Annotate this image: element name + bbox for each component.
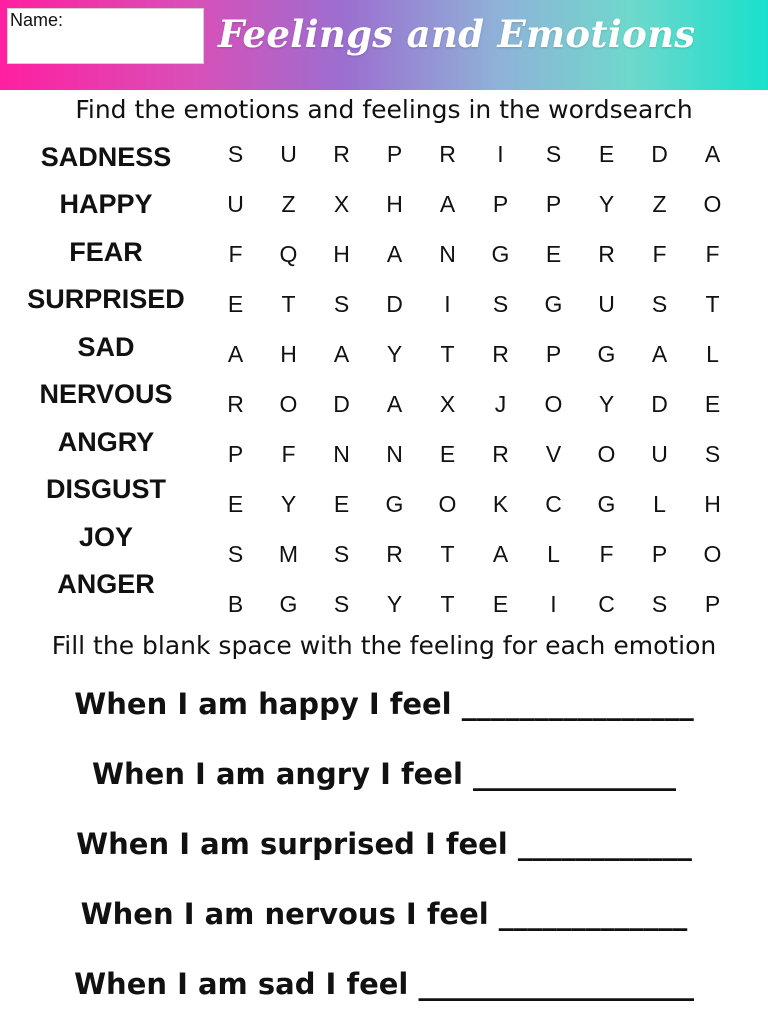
word-list-item: JOY <box>78 522 134 552</box>
grid-letter[interactable]: L <box>547 541 560 567</box>
grid-letter[interactable]: A <box>333 341 350 367</box>
grid-letter[interactable]: S <box>545 141 562 167</box>
grid-letter[interactable]: T <box>281 291 296 317</box>
grid-letter[interactable]: O <box>597 441 616 467</box>
grid-letter[interactable]: U <box>651 441 668 467</box>
grid-letter[interactable]: D <box>651 141 668 167</box>
grid-letter[interactable]: R <box>492 341 509 367</box>
grid-letter[interactable]: X <box>439 391 456 417</box>
grid-letter[interactable]: P <box>227 441 244 467</box>
word-list-item: ANGER <box>57 569 155 599</box>
grid-letter[interactable]: A <box>492 541 509 567</box>
grid-letter[interactable]: B <box>227 591 244 617</box>
grid-letter[interactable]: H <box>333 241 350 267</box>
grid-letter[interactable]: I <box>550 591 557 617</box>
grid-letter[interactable]: F <box>652 241 667 267</box>
word-list-item: SADNESS <box>40 142 172 172</box>
grid-letter[interactable]: S <box>333 591 350 617</box>
grid-letter[interactable]: T <box>440 341 455 367</box>
grid-letter[interactable]: U <box>280 141 297 167</box>
grid-letter[interactable]: J <box>494 391 507 417</box>
grid-letter[interactable]: S <box>492 291 509 317</box>
grid-letter[interactable]: A <box>386 241 403 267</box>
grid-letter[interactable]: E <box>492 591 509 617</box>
fill-instruction: Fill the blank space with the feeling for each emotion <box>51 631 717 660</box>
word-list-item: NERVOUS <box>39 379 173 409</box>
grid-letter[interactable]: K <box>492 491 509 517</box>
grid-letter[interactable]: P <box>492 191 509 217</box>
grid-letter[interactable]: S <box>333 541 350 567</box>
grid-letter[interactable]: E <box>545 241 562 267</box>
fill-in-sentence[interactable]: When I am nervous I feel _____________ <box>80 897 688 931</box>
grid-letter[interactable]: S <box>227 541 244 567</box>
grid-letter[interactable]: F <box>599 541 614 567</box>
grid-letter[interactable]: H <box>280 341 297 367</box>
grid-letter[interactable]: P <box>386 141 403 167</box>
grid-letter[interactable]: R <box>227 391 244 417</box>
grid-letter[interactable]: F <box>705 241 720 267</box>
grid-letter[interactable]: C <box>545 491 562 517</box>
worksheet-title: Feelings and Emotions <box>218 12 696 56</box>
grid-letter[interactable]: O <box>703 191 722 217</box>
grid-letter[interactable]: I <box>497 141 504 167</box>
grid-letter[interactable]: Y <box>280 491 297 517</box>
grid-letter[interactable]: S <box>651 291 668 317</box>
grid-letter[interactable]: S <box>227 141 244 167</box>
grid-letter[interactable]: Z <box>281 191 296 217</box>
grid-letter[interactable]: Y <box>386 591 403 617</box>
name-label: Name: <box>10 10 64 30</box>
word-list-item: HAPPY <box>59 189 153 219</box>
grid-letter[interactable]: G <box>491 241 510 267</box>
grid-letter[interactable]: E <box>227 491 244 517</box>
grid-letter[interactable]: T <box>440 591 455 617</box>
grid-letter[interactable]: H <box>386 191 403 217</box>
grid-letter[interactable]: T <box>440 541 455 567</box>
grid-letter[interactable]: Q <box>279 241 298 267</box>
grid-letter[interactable]: L <box>653 491 666 517</box>
grid-letter[interactable]: P <box>651 541 668 567</box>
grid-letter[interactable]: A <box>227 341 244 367</box>
fill-in-sentence[interactable]: When I am happy I feel ________________ <box>74 687 694 721</box>
wordsearch-grid <box>209 138 739 623</box>
grid-letter[interactable]: O <box>279 391 298 417</box>
grid-letter[interactable]: R <box>439 141 456 167</box>
word-list-item: SAD <box>77 332 135 362</box>
title-banner <box>0 0 768 90</box>
grid-letter[interactable]: S <box>333 291 350 317</box>
grid-letter[interactable]: G <box>597 491 616 517</box>
word-list-item: DISGUST <box>45 474 166 504</box>
grid-letter[interactable]: E <box>439 441 456 467</box>
name-field[interactable] <box>7 8 204 64</box>
grid-letter[interactable]: E <box>704 391 721 417</box>
wordsearch-instruction: Find the emotions and feelings in the wordsearch <box>75 95 693 124</box>
grid-letter[interactable]: P <box>545 341 562 367</box>
grid-letter[interactable]: F <box>228 241 243 267</box>
grid-letter[interactable]: R <box>333 141 350 167</box>
grid-letter[interactable]: O <box>703 541 722 567</box>
fill-in-sentence[interactable]: When I am surprised I feel ____________ <box>76 827 692 861</box>
grid-letter[interactable]: D <box>651 391 668 417</box>
grid-letter[interactable]: N <box>439 241 456 267</box>
grid-letter[interactable]: Y <box>598 391 615 417</box>
grid-letter[interactable]: U <box>227 191 244 217</box>
grid-letter[interactable]: S <box>704 441 721 467</box>
fill-in-sentence[interactable]: When I am angry I feel ______________ <box>92 757 676 791</box>
grid-letter[interactable]: A <box>651 341 668 367</box>
grid-letter[interactable]: A <box>704 141 721 167</box>
grid-letter[interactable]: X <box>333 191 350 217</box>
grid-letter[interactable]: M <box>278 541 299 567</box>
grid-letter[interactable]: O <box>544 391 563 417</box>
grid-letter[interactable]: G <box>597 341 616 367</box>
grid-letter[interactable]: N <box>333 441 350 467</box>
grid-letter[interactable]: A <box>386 391 403 417</box>
grid-letter[interactable]: R <box>492 441 509 467</box>
fill-in-sentence[interactable]: When I am sad I feel ___________________ <box>74 967 694 1001</box>
grid-letter[interactable]: H <box>704 491 721 517</box>
grid-letter[interactable]: A <box>439 191 456 217</box>
grid-letter[interactable]: P <box>704 591 721 617</box>
word-list-item: SURPRISED <box>27 284 185 314</box>
word-list-item: ANGRY <box>57 427 155 457</box>
grid-letter[interactable]: S <box>651 591 668 617</box>
grid-letter[interactable]: N <box>386 441 403 467</box>
grid-letter[interactable]: G <box>385 491 404 517</box>
grid-letter[interactable]: D <box>333 391 350 417</box>
grid-letter[interactable]: V <box>545 441 562 467</box>
grid-letter[interactable]: D <box>386 291 403 317</box>
grid-letter[interactable]: R <box>386 541 403 567</box>
grid-letter[interactable]: G <box>544 291 563 317</box>
grid-letter[interactable]: F <box>281 441 296 467</box>
grid-letter[interactable]: L <box>706 341 719 367</box>
grid-letter[interactable]: G <box>279 591 298 617</box>
grid-letter[interactable]: T <box>705 291 720 317</box>
grid-letter[interactable]: O <box>438 491 457 517</box>
grid-letter[interactable]: E <box>333 491 350 517</box>
grid-letter[interactable]: E <box>227 291 244 317</box>
grid-letter[interactable]: P <box>545 191 562 217</box>
word-list-item: FEAR <box>69 237 143 267</box>
grid-letter[interactable]: C <box>598 591 615 617</box>
grid-letter[interactable]: Y <box>598 191 615 217</box>
grid-letter[interactable]: U <box>598 291 615 317</box>
grid-letter[interactable]: Z <box>652 191 667 217</box>
grid-letter[interactable]: I <box>444 291 451 317</box>
grid-letter[interactable]: E <box>598 141 615 167</box>
grid-letter[interactable]: R <box>598 241 615 267</box>
grid-letter[interactable]: Y <box>386 341 403 367</box>
